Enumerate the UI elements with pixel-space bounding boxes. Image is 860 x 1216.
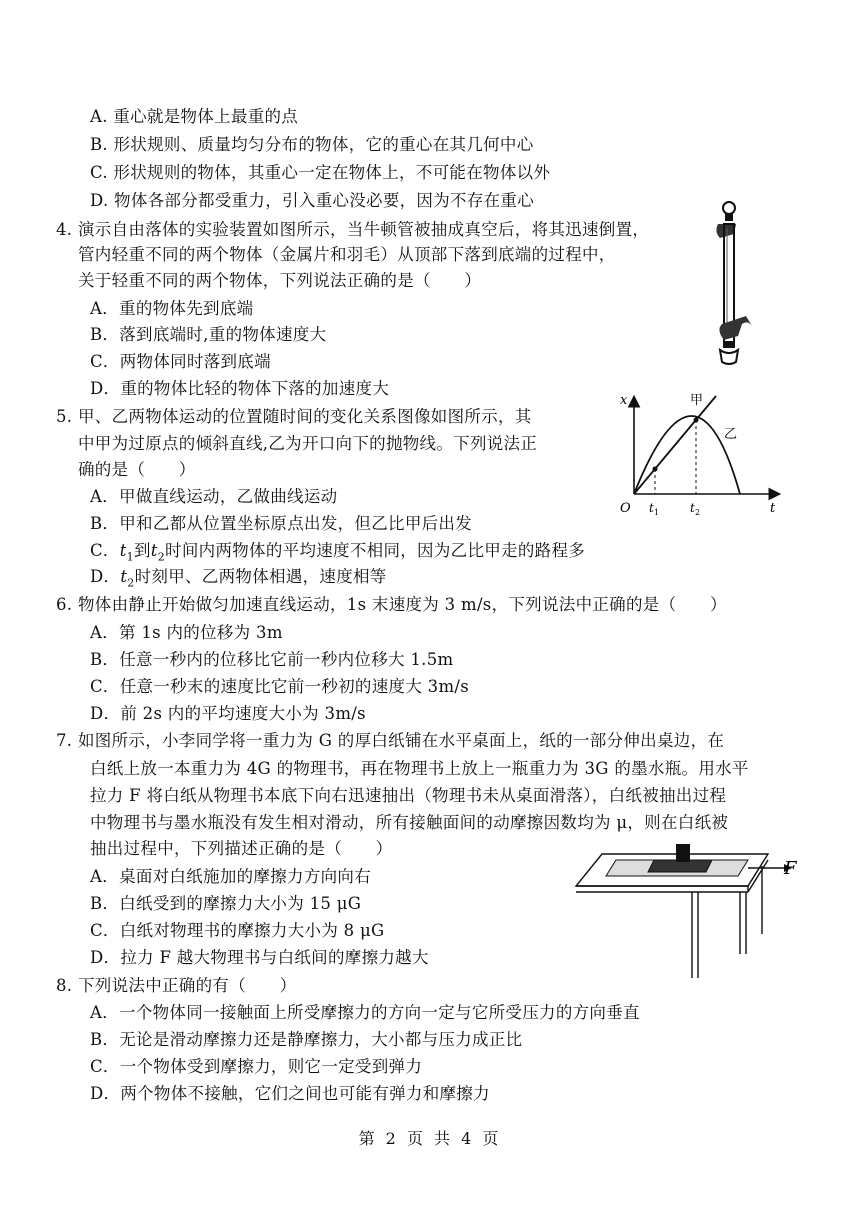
q3-option-b: B. 形状规则、质量均匀分布的物体，它的重心在其几何中心	[90, 135, 534, 154]
q7-stem-line-3: 拉力 F 将白纸从物理书本底下向右迅速抽出（物理书未从桌面滑落），白纸被抽出过程	[90, 786, 727, 805]
q6-option-a: A．第 1s 内的位移为 3m	[90, 623, 283, 642]
force-label: F	[784, 858, 797, 879]
q5-number: 5.	[56, 407, 73, 426]
q8-option-a: A．一个物体同一接触面上所受摩擦力的方向一定与它所受压力的方向垂直	[90, 1003, 640, 1022]
q7-option-a: A．桌面对白纸施加的摩擦力方向向右	[90, 867, 372, 886]
q3-option-d: D. 物体各部分都受重力，引入重心没必要，因为不存在重心	[90, 191, 535, 210]
yi-label: 乙	[724, 427, 738, 442]
q6-stem: 物体由静止开始做匀加速直线运动，1s 末速度为 3 m/s，下列说法中正确的是（ ）	[78, 595, 727, 614]
q8-option-d: D．两个物体不接触，它们之间也可能有弹力和摩擦力	[90, 1084, 490, 1103]
q5-option-d-t: t	[120, 567, 128, 586]
q4-stem-line-3: 关于轻重不同的两个物体，下列说法正确的是（ ）	[78, 271, 482, 290]
q5-stem-line-1: 甲、乙两物体运动的位置随时间的变化关系图像如图所示，其	[78, 407, 532, 426]
x-axis-label: x	[620, 393, 628, 408]
q3-option-c: C. 形状规则的物体，其重心一定在物体上，不可能在物体以外	[90, 163, 551, 182]
q5-option-d-t-sub: 2	[127, 576, 135, 590]
q5-option-c-mid: 到	[133, 541, 151, 560]
q5-option-c	[90, 540, 585, 568]
q7-stem-line-2: 白纸上放一本重力为 4G 的物理书，再在物理书上放上一瓶重力为 3G 的墨水瓶。用水平	[90, 759, 749, 778]
table-paper-figure	[572, 842, 804, 982]
q5-option-c-t1: t	[119, 541, 127, 560]
q8-number: 8.	[56, 976, 73, 995]
origin-label: O	[620, 501, 631, 516]
q8-stem: 下列说法中正确的有（ ）	[78, 976, 297, 995]
q5-option-a: A．甲做直线运动，乙做曲线运动	[90, 487, 338, 506]
t2-label: t	[690, 501, 695, 515]
q5-option-d-rest: 时刻甲、乙两物体相遇，速度相等	[134, 567, 387, 586]
q4-option-c: C．两物体同时落到底端	[90, 352, 271, 371]
q7-number: 7.	[56, 731, 73, 750]
ink-bottle	[676, 844, 690, 862]
q7-stem-line-5: 抽出过程中，下列描述正确的是（ ）	[90, 839, 393, 858]
q8-option-c: C．一个物体受到摩擦力，则它一定受到弹力	[90, 1057, 423, 1076]
q5-option-c-t1-sub: 1	[126, 550, 134, 564]
q5-stem-line-3: 确的是（ ）	[78, 460, 196, 479]
q4-stem-line-1: 演示自由落体的实验装置如图所示，当牛顿管被抽成真空后，将其迅速倒置，	[78, 220, 650, 239]
jia-label: 甲	[690, 393, 704, 408]
page-footer: 第 2 页 共 4 页	[358, 1129, 502, 1148]
q5-option-c-prefix: C．	[90, 541, 120, 560]
position-time-graph	[608, 388, 790, 518]
q5-option-c-t2: t	[150, 541, 158, 560]
q5-option-c-rest: 时间内两物体的平均速度不相同，因为乙比甲走的路程多	[165, 541, 586, 560]
q7-stem-line-4: 中物理书与墨水瓶没有发生相对滑动，所有接触面间的动摩擦因数均为 μ，则在白纸被	[90, 813, 729, 832]
q4-option-d: D．重的物体比轻的物体下落的加速度大	[90, 379, 390, 398]
t2-label-sub: 2	[695, 508, 701, 517]
q8-option-b: B．无论是滑动摩擦力还是静摩擦力，大小都与压力成正比	[90, 1030, 523, 1049]
q5-option-c-t2-sub: 2	[157, 550, 166, 564]
q7-option-b: B．白纸受到的摩擦力大小为 15 μG	[90, 894, 362, 913]
q4-number: 4.	[56, 220, 73, 239]
q6-option-b: B．任意一秒内的位移比它前一秒内位移大 1.5m	[90, 650, 454, 669]
q7-option-c: C．白纸对物理书的摩擦力大小为 8 μG	[90, 921, 385, 940]
t-axis-label: t	[770, 501, 776, 516]
q3-option-a: A. 重心就是物体上最重的点	[90, 107, 299, 126]
q5-option-b: B．甲和乙都从位置坐标原点出发，但乙比甲后出发	[90, 514, 473, 533]
t1-label: t	[649, 501, 654, 515]
t1-label-sub: 1	[654, 508, 660, 517]
q5-option-d-prefix: D．	[90, 567, 121, 586]
line-jia	[634, 396, 716, 494]
q4-option-b: B．落到底端时,重的物体速度大	[90, 325, 327, 344]
q5-stem-line-2: 中甲为过原点的倾斜直线,乙为开口向下的抛物线。下列说法正	[78, 434, 538, 453]
newton-tube-figure	[712, 196, 760, 368]
q7-option-d: D．拉力 F 越大物理书与白纸间的摩擦力越大	[90, 948, 429, 967]
q6-option-d: D．前 2s 内的平均速度大小为 3m/s	[90, 704, 366, 723]
q5-option-d	[90, 566, 387, 594]
q6-number: 6.	[56, 595, 73, 614]
q7-stem-line-1: 如图所示，小李同学将一重力为 G 的厚白纸铺在水平桌面上，纸的一部分伸出桌边，在	[78, 731, 725, 750]
q4-option-a: A．重的物体先到底端	[90, 299, 254, 318]
q6-option-c: C．任意一秒末的速度比它前一秒初的速度大 3m/s	[90, 677, 470, 696]
q4-stem-line-2: 管内轻重不同的两个物体（金属片和羽毛）从顶部下落到底端的过程中，	[78, 245, 616, 264]
